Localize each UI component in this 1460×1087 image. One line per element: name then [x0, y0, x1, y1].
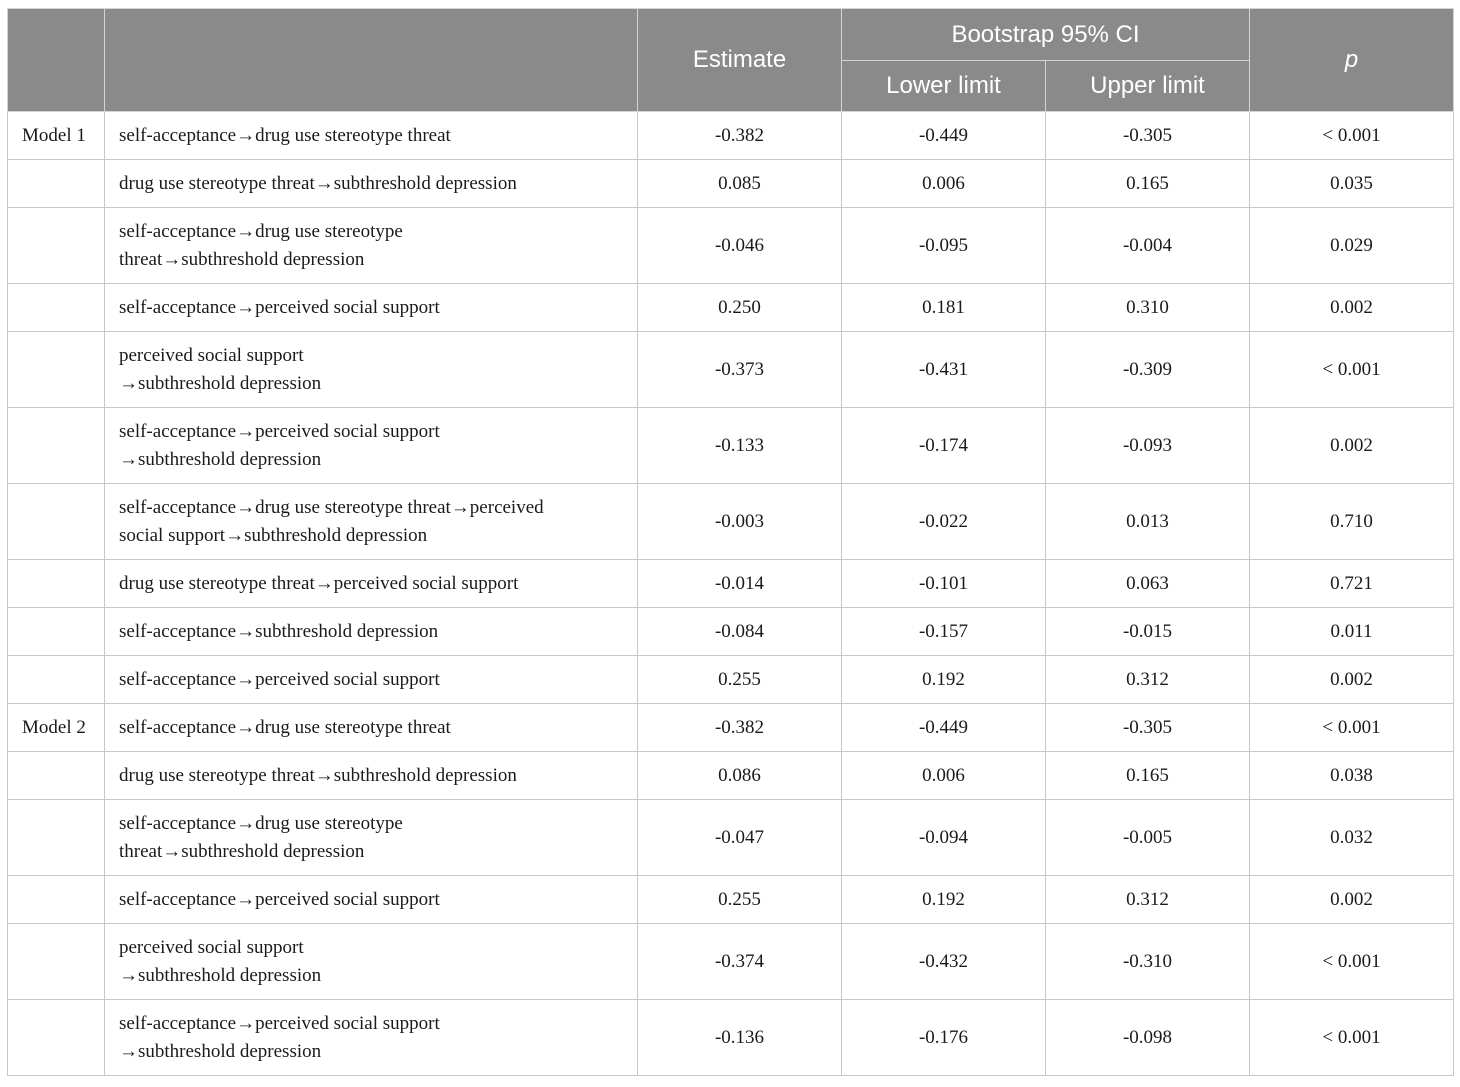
table-row	[8, 408, 1454, 484]
model-cell	[8, 752, 105, 800]
table-row	[8, 608, 1454, 656]
lower-limit-cell: 0.192	[842, 876, 1046, 924]
upper-limit-cell: -0.305	[1046, 704, 1250, 752]
model-cell	[8, 560, 105, 608]
path-cell	[105, 408, 638, 484]
model-cell	[8, 800, 105, 876]
path-line-1: perceived social support	[119, 936, 304, 958]
p-value-cell: 0.032	[1250, 800, 1454, 876]
path-cell: drug use stereotype threat→subthreshold depression	[105, 752, 638, 800]
lower-limit-cell: -0.022	[842, 484, 1046, 560]
path-cell	[105, 924, 638, 1000]
model-cell	[8, 924, 105, 1000]
path-line-1: perceived social support	[119, 344, 304, 366]
lower-limit-cell: -0.157	[842, 608, 1046, 656]
table-row	[8, 1000, 1454, 1076]
lower-limit-cell: -0.431	[842, 332, 1046, 408]
header-p: p	[1250, 9, 1454, 112]
p-value-cell: 0.002	[1250, 284, 1454, 332]
lower-limit-cell: 0.006	[842, 752, 1046, 800]
p-value-cell: 0.002	[1250, 408, 1454, 484]
upper-limit-cell: -0.004	[1046, 208, 1250, 284]
path-line-2: threat→subthreshold depression	[119, 248, 365, 270]
p-value-cell: 0.035	[1250, 160, 1454, 208]
p-value-cell: 0.002	[1250, 876, 1454, 924]
path-line-1: self-acceptance→drug use stereotype	[119, 220, 403, 242]
path-line-1: self-acceptance→drug use stereotype threat→perceived	[119, 496, 544, 518]
estimate-cell: 0.250	[638, 284, 842, 332]
table-row	[8, 752, 1454, 800]
lower-limit-cell: -0.449	[842, 112, 1046, 160]
path-cell	[105, 1000, 638, 1076]
lower-limit-cell: -0.174	[842, 408, 1046, 484]
path-line-2: →subthreshold depression	[119, 964, 322, 986]
upper-limit-cell: 0.310	[1046, 284, 1250, 332]
path-line-1: self-acceptance→perceived social support	[119, 1012, 440, 1034]
p-value-cell: < 0.001	[1250, 332, 1454, 408]
lower-limit-cell: -0.432	[842, 924, 1046, 1000]
p-value-cell: 0.710	[1250, 484, 1454, 560]
upper-limit-cell: -0.093	[1046, 408, 1250, 484]
upper-limit-cell: 0.312	[1046, 876, 1250, 924]
path-line-2: →subthreshold depression	[119, 1040, 322, 1062]
lower-limit-cell: -0.449	[842, 704, 1046, 752]
lower-limit-cell: -0.176	[842, 1000, 1046, 1076]
model-cell	[8, 1000, 105, 1076]
table-row	[8, 484, 1454, 560]
path-line-1: self-acceptance→drug use stereotype	[119, 812, 403, 834]
p-value-cell: 0.721	[1250, 560, 1454, 608]
table-row	[8, 208, 1454, 284]
upper-limit-cell: 0.165	[1046, 160, 1250, 208]
estimate-cell: -0.373	[638, 332, 842, 408]
estimate-cell: -0.014	[638, 560, 842, 608]
estimate-cell: -0.374	[638, 924, 842, 1000]
estimate-cell: -0.084	[638, 608, 842, 656]
p-value-cell: 0.029	[1250, 208, 1454, 284]
estimate-cell: -0.382	[638, 704, 842, 752]
estimate-cell: -0.136	[638, 1000, 842, 1076]
path-line-2: →subthreshold depression	[119, 372, 322, 394]
model-cell	[8, 284, 105, 332]
upper-limit-cell: 0.063	[1046, 560, 1250, 608]
model-cell	[8, 408, 105, 484]
table-row	[8, 924, 1454, 1000]
table-row	[8, 332, 1454, 408]
estimate-cell: 0.255	[638, 876, 842, 924]
path-cell	[105, 800, 638, 876]
model-cell	[8, 160, 105, 208]
upper-limit-cell: -0.305	[1046, 112, 1250, 160]
header-model	[8, 9, 105, 112]
path-cell: self-acceptance→drug use stereotype threat	[105, 112, 638, 160]
table-row	[8, 112, 1454, 160]
p-value-cell: < 0.001	[1250, 112, 1454, 160]
upper-limit-cell: -0.309	[1046, 332, 1250, 408]
p-value-cell: < 0.001	[1250, 924, 1454, 1000]
path-cell: self-acceptance→perceived social support	[105, 284, 638, 332]
path-line-2: social support→subthreshold depression	[119, 524, 428, 546]
table-row	[8, 656, 1454, 704]
model-cell	[8, 208, 105, 284]
path-cell: self-acceptance→perceived social support	[105, 656, 638, 704]
estimate-cell: -0.046	[638, 208, 842, 284]
path-cell: drug use stereotype threat→subthreshold depression	[105, 160, 638, 208]
model-cell: Model 2	[8, 704, 105, 752]
lower-limit-cell: -0.095	[842, 208, 1046, 284]
model-cell	[8, 876, 105, 924]
estimate-cell: 0.255	[638, 656, 842, 704]
p-value-cell: 0.011	[1250, 608, 1454, 656]
header-lower-limit: Lower limit	[842, 61, 1046, 112]
path-cell: drug use stereotype threat→perceived social support	[105, 560, 638, 608]
path-cell: self-acceptance→drug use stereotype threat	[105, 704, 638, 752]
header-bootstrap-ci: Bootstrap 95% CI	[842, 9, 1250, 61]
p-value-cell: 0.002	[1250, 656, 1454, 704]
results-table	[7, 8, 1454, 1076]
p-value-cell: < 0.001	[1250, 1000, 1454, 1076]
path-line-2: threat→subthreshold depression	[119, 840, 365, 862]
upper-limit-cell: 0.312	[1046, 656, 1250, 704]
path-cell	[105, 208, 638, 284]
path-line-2: →subthreshold depression	[119, 448, 322, 470]
estimate-cell: -0.382	[638, 112, 842, 160]
upper-limit-cell: -0.005	[1046, 800, 1250, 876]
model-cell	[8, 656, 105, 704]
table-body	[8, 112, 1454, 1076]
table-row	[8, 284, 1454, 332]
estimate-cell: 0.085	[638, 160, 842, 208]
table-row	[8, 800, 1454, 876]
path-cell: self-acceptance→perceived social support	[105, 876, 638, 924]
model-cell	[8, 608, 105, 656]
lower-limit-cell: 0.192	[842, 656, 1046, 704]
path-cell	[105, 484, 638, 560]
path-cell: self-acceptance→subthreshold depression	[105, 608, 638, 656]
upper-limit-cell: -0.098	[1046, 1000, 1250, 1076]
estimate-cell: 0.086	[638, 752, 842, 800]
p-value-cell: 0.038	[1250, 752, 1454, 800]
model-cell	[8, 332, 105, 408]
path-cell	[105, 332, 638, 408]
lower-limit-cell: -0.094	[842, 800, 1046, 876]
table-row	[8, 704, 1454, 752]
table-row	[8, 160, 1454, 208]
table-row	[8, 560, 1454, 608]
p-value-cell: < 0.001	[1250, 704, 1454, 752]
path-line-1: self-acceptance→perceived social support	[119, 420, 440, 442]
header-upper-limit: Upper limit	[1046, 61, 1250, 112]
model-cell	[8, 484, 105, 560]
estimate-cell: -0.047	[638, 800, 842, 876]
estimate-cell: -0.003	[638, 484, 842, 560]
upper-limit-cell: -0.015	[1046, 608, 1250, 656]
upper-limit-cell: 0.165	[1046, 752, 1250, 800]
model-cell: Model 1	[8, 112, 105, 160]
table-header	[8, 9, 1454, 112]
header-path	[105, 9, 638, 112]
table-row	[8, 876, 1454, 924]
lower-limit-cell: -0.101	[842, 560, 1046, 608]
header-estimate: Estimate	[638, 9, 842, 112]
lower-limit-cell: 0.181	[842, 284, 1046, 332]
upper-limit-cell: -0.310	[1046, 924, 1250, 1000]
upper-limit-cell: 0.013	[1046, 484, 1250, 560]
estimate-cell: -0.133	[638, 408, 842, 484]
lower-limit-cell: 0.006	[842, 160, 1046, 208]
